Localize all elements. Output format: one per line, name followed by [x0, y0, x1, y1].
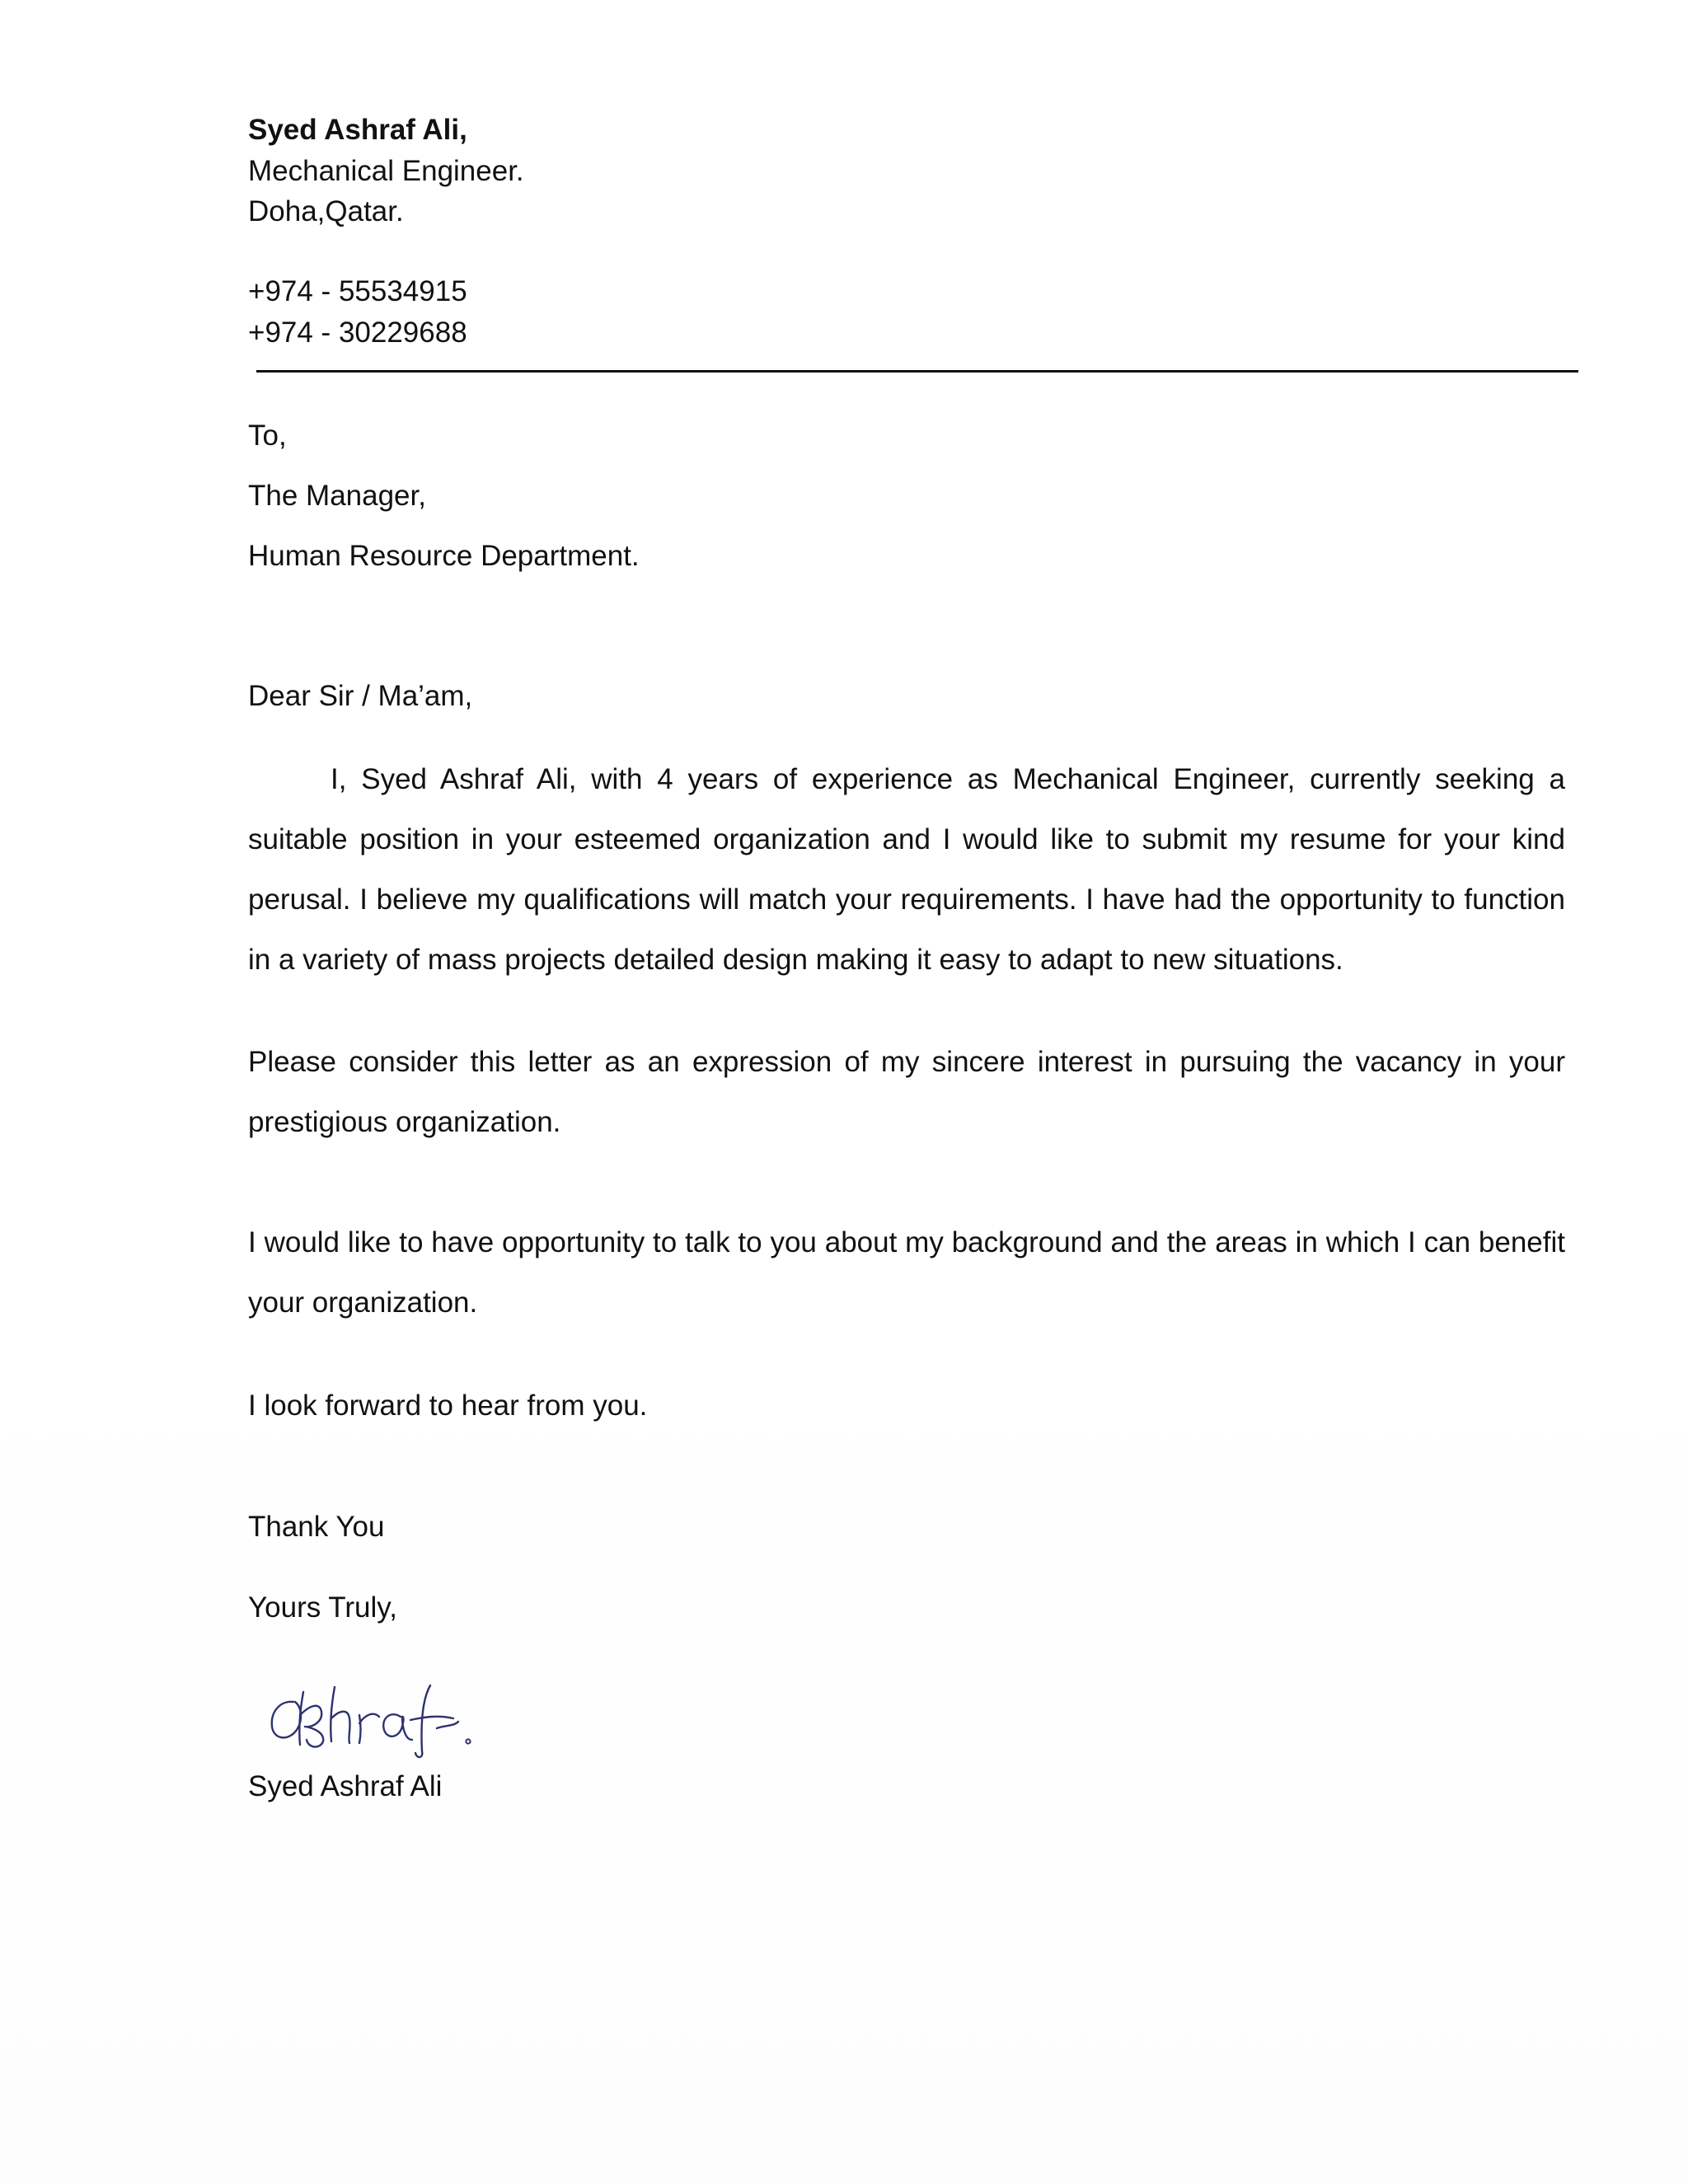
signature-image — [262, 1669, 476, 1760]
header-divider — [256, 370, 1578, 373]
sender-name: Syed Ashraf Ali, — [248, 114, 467, 146]
recipient-department: Human Resource Department. — [248, 540, 640, 572]
signatory-name: Syed Ashraf Ali — [248, 1770, 443, 1802]
closing-thanks: Thank You — [248, 1511, 385, 1543]
recipient-to: To, — [248, 419, 287, 452]
sender-phone-2: +974 - 30229688 — [248, 316, 467, 349]
recipient-manager: The Manager, — [248, 480, 426, 512]
body-paragraph-2: Please consider this letter as an expression of my sincere interest in pursuing the vacancy in your prestigious organization. — [248, 1046, 1565, 1138]
sender-title: Mechanical Engineer. — [248, 155, 524, 187]
closing-sign-off: Yours Truly, — [248, 1591, 397, 1624]
sender-phone-1: +974 - 55534915 — [248, 275, 467, 307]
salutation: Dear Sir / Ma’am, — [248, 680, 473, 712]
body-paragraph-3: I would like to have opportunity to talk to you about my background and the areas in which I can benefit your organization. — [248, 1226, 1565, 1319]
sender-location: Doha,Qatar. — [248, 195, 404, 227]
body-paragraph-1: I, Syed Ashraf Ali, with 4 years of experience as Mechanical Engineer, currently seeking a suitable position in your esteemed organization and I would like to submit my resume for your kind perusal. I believe my qualifications will match your requirements. I have had the opportunity to function in a variety of mass projects detailed design making it easy to adapt to new situations. — [248, 763, 1565, 976]
body-paragraph-4: I look forward to hear from you. — [248, 1390, 648, 1422]
